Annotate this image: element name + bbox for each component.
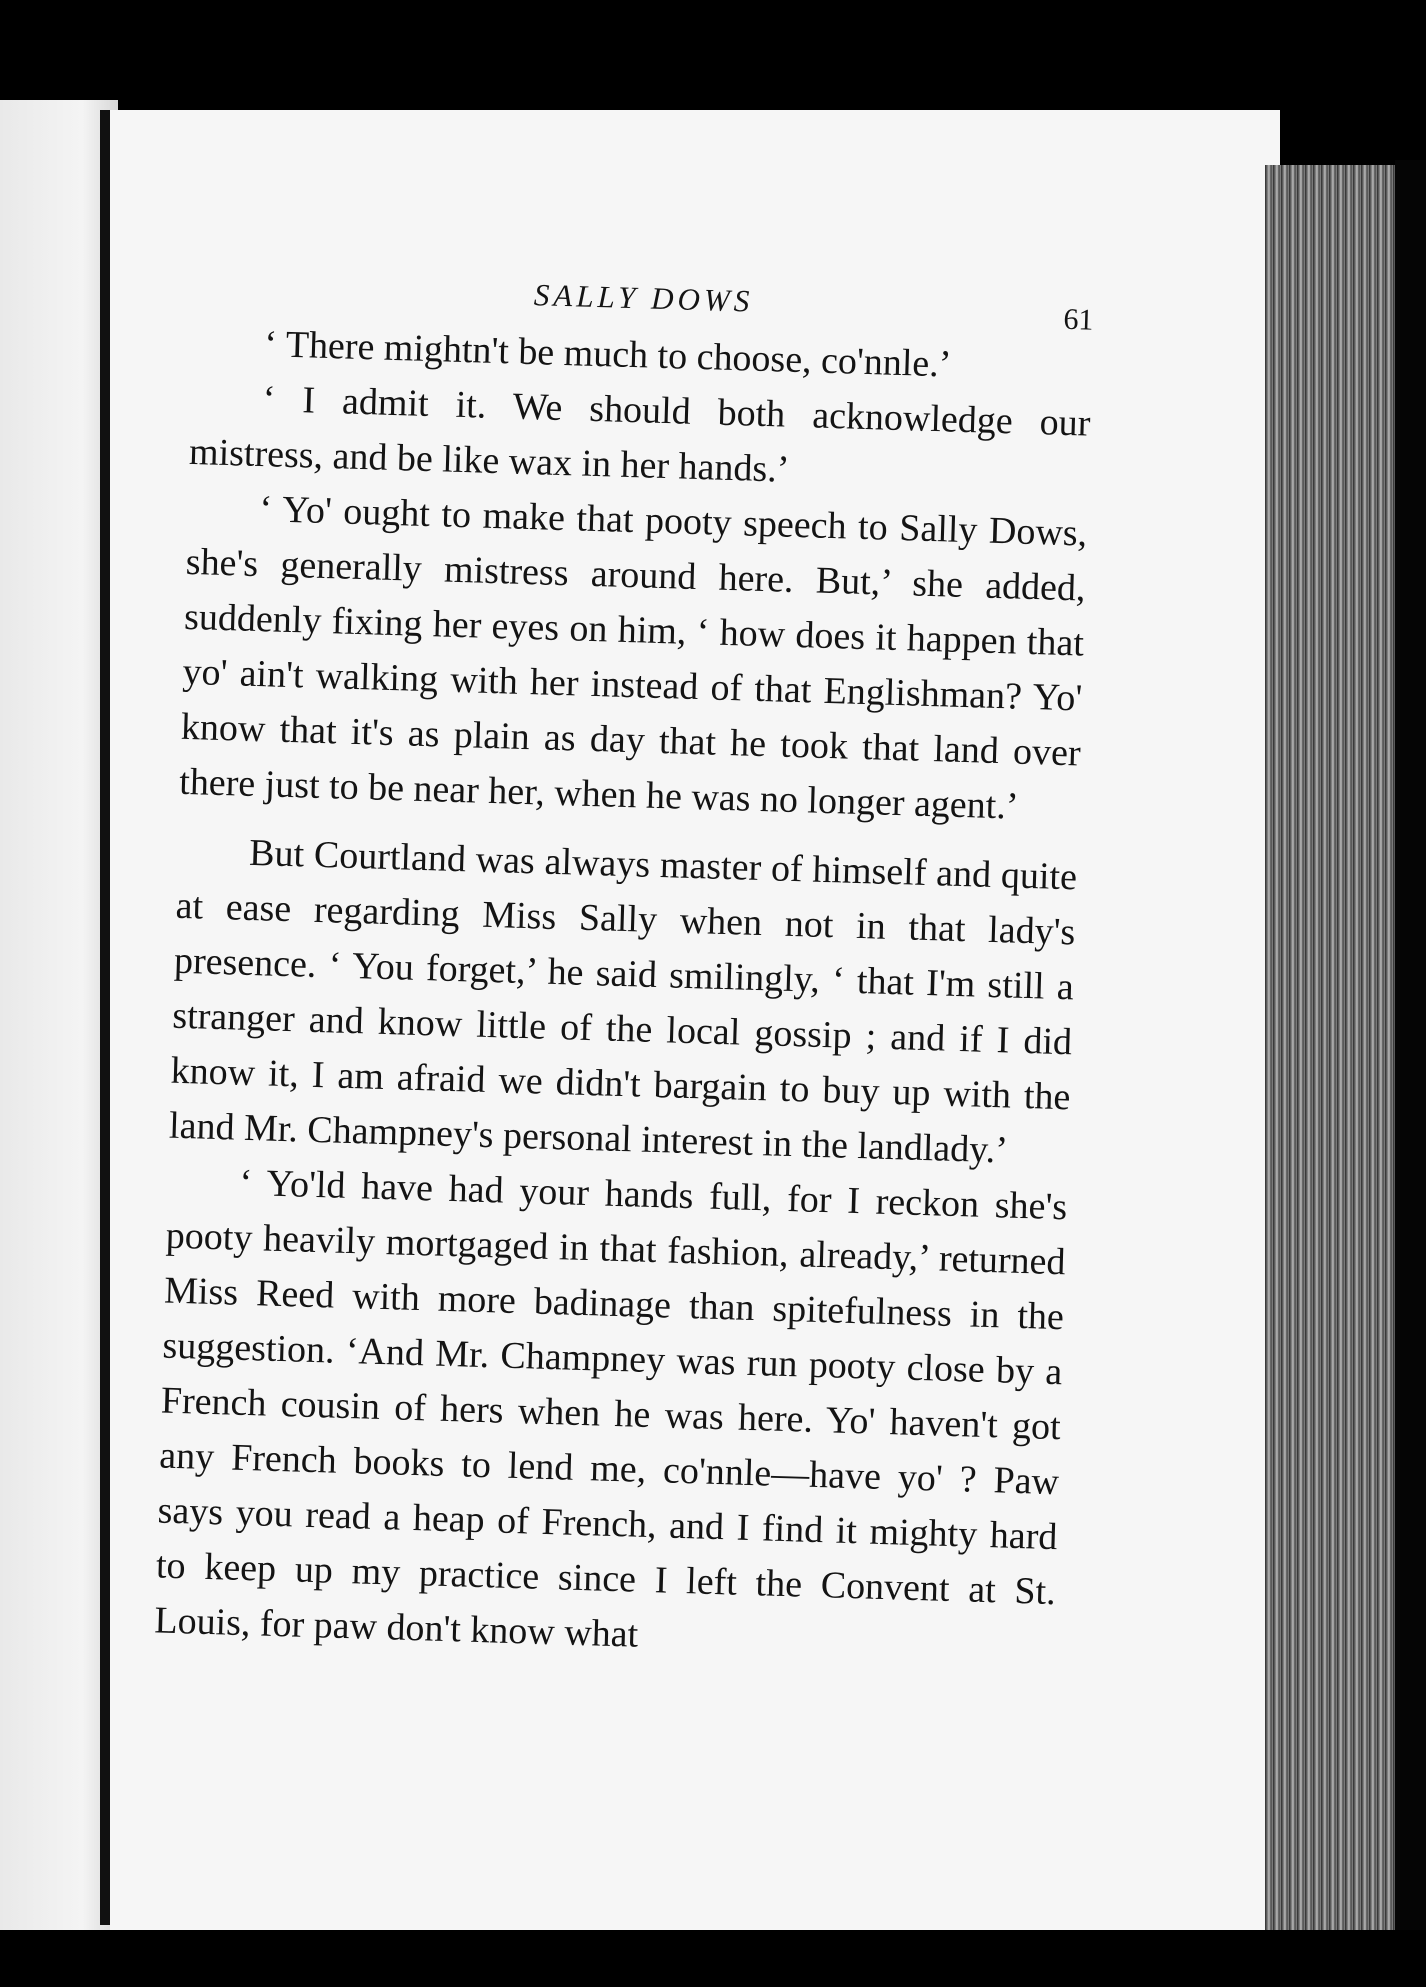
page-text-block: [154, 255, 1095, 1675]
running-title: SALLY DOWS: [533, 277, 754, 319]
paragraph: But Courtland was always master of himself and quite at ease regarding Miss Sally when not in that lady's presence. ‘ You forget,’ he said smilingly, ‘ that I'm still a stranger and know little of the local gossip ; and if I did know it, I am afraid we didn't bargain to buy up with the land Mr. Champney's personal interest in the landlady.’: [168, 831, 1078, 1172]
paragraph: ‘ Yo'ld have had your hands full, for I reckon she's pooty heavily mortgaged in that fashion, already,’ returned Miss Reed with more badinage than spitefulness in the suggestion. ‘And Mr. Champney was run pooty close by a French cousin of hers when he was here. Yo' haven't got any French books to lend me, co'nnle—have yo' ? Paw says you read a heap of French, and I find it mighty hard to keep up my practice since I left the Convent at St. Louis, for paw don't know what: [153, 1161, 1068, 1656]
book-gutter: [100, 110, 110, 1925]
page-number: 61: [1062, 302, 1094, 337]
paragraph: ‘ Yo' ought to make that pooty speech to Sally Dows, she's generally mistress around here. But,’ she added, suddenly fixing her eyes on him, ‘ how does it happen that yo' ain't walking with her instead of that Englishman? Yo' know that it's as plain as day that he took that land over there just to be near her, when he was no longer agent.’: [178, 488, 1088, 828]
paragraph: ‘ There mightn't be much to choose, co'nnle.’: [263, 323, 953, 386]
page-edge-shadow: [1395, 160, 1426, 1930]
page-stack-edge: [1265, 165, 1400, 1930]
paragraph: ‘ I admit it. We should both acknowledge our mistress, and be like wax in her hands.’: [188, 378, 1092, 491]
